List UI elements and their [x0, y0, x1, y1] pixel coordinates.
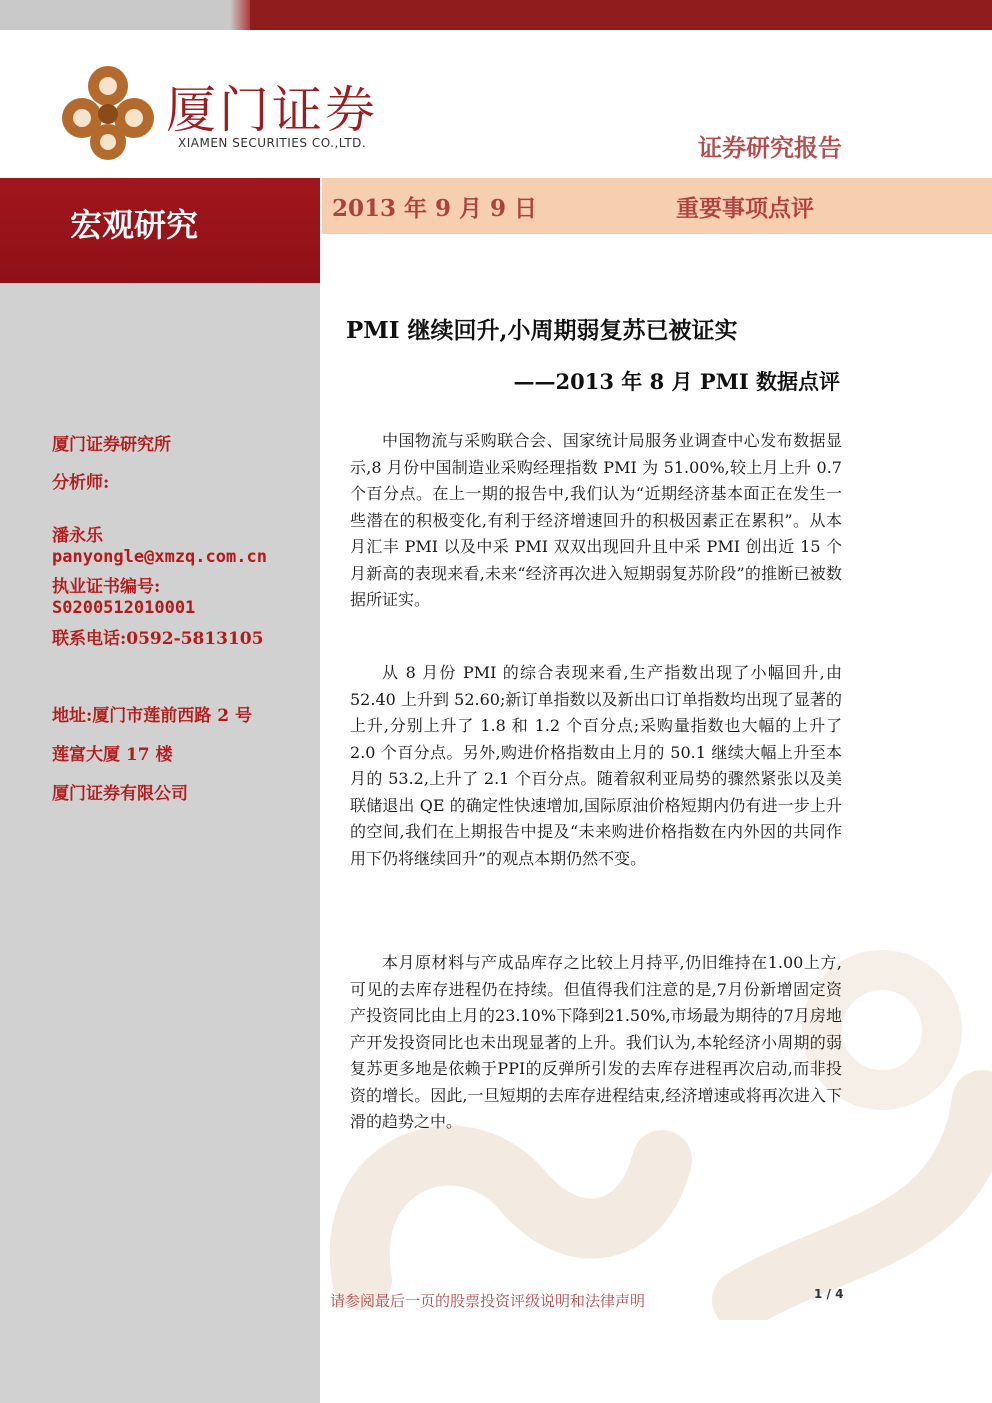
- article-subtitle: ——2013 年 8 月 PMI 数据点评: [513, 369, 840, 394]
- sidebar-institute: 厦门证券研究所: [52, 435, 171, 455]
- sidebar-analyst-label: 分析师:: [52, 473, 110, 493]
- sidebar-address-line2: 莲富大厦 17 楼: [52, 745, 173, 765]
- sidebar-analyst-name: 潘永乐: [52, 526, 103, 546]
- sidebar-phone: 联系电话:0592-5813105: [52, 629, 264, 649]
- report-type: 证券研究报告: [698, 133, 842, 162]
- category-title: 宏观研究: [70, 206, 199, 244]
- article-paragraph-2: 从 8 月份 PMI 的综合表现来看,生产指数出现了小幅回升,由 52.40 上升到 52.60;新订单指数以及新出口订单指数均出现了显著的上升,分别上升了 1.8 和 1.2 个百分点;采购量指数也大幅的上升了 2.0 个百分点。另外,购进价格指数由上月的 50.1 继续大幅上升至本月的 53.2,上升了 2.1 个百分点。随着叙利亚局势的骤然紧张以及美联储退出 QE 的确定性快速增加,国际原油价格短期内仍有进一步上升的空间,我们在上期报告中提及“未来购进价格指数在内外因的共同作用下仍将继续回升”的观点本期仍然不变。: [350, 663, 842, 868]
- sidebar-company-name: 厦门证券有限公司: [52, 784, 188, 804]
- article-paragraph-1: 中国物流与采购联合会、国家统计局服务业调查中心发布数据显示,8 月份中国制造业采购经理指数 PMI 为 51.00%,较上月上升 0.7 个百分点。在上一期的报告中,我们认为“近期经济基本面正在发生一些潜在的积极变化,有利于经济增速回升的积极因素正在累积”。从本月汇丰 PMI 以及中采 PMI 双双出现回升且中采 PMI 创出近 15 个月新高的表现来看,未来“经济再次进入短期弱复苏阶段”的推断已被数据所证实。: [350, 431, 842, 609]
- article-paragraph-3: 本月原材料与产成品库存之比较上月持平,仍旧维持在1.00上方,可见的去库存进程仍在持续。但值得我们注意的是,7月份新增固定资产投资同比由上月的23.10%下降到21.50%,市场最为期待的7月房地产开发投资同比也未出现显著的上升。我们认为,本轮经济小周期的弱复苏更多地是依赖于PPI的反弹所引发的去库存进程再次启动,而非投资的增长。因此,一旦短期的去库存进程结束,经济增速或将再次进入下滑的趋势之中。: [350, 953, 842, 1131]
- article-title: PMI 继续回升,小周期弱复苏已被证实: [346, 317, 738, 344]
- sidebar-license-number: S0200512010001: [52, 598, 196, 618]
- report-event-type: 重要事项点评: [676, 195, 814, 222]
- top-bar-gradient: [230, 0, 250, 30]
- company-logo-icon: [52, 56, 164, 168]
- company-name-cn: 厦门证券: [166, 81, 378, 139]
- report-date: 2013 年 9 月 9 日: [332, 195, 538, 222]
- sidebar-address-line1: 地址:厦门市莲前西路 2 号: [52, 706, 252, 726]
- company-name-en: XIAMEN SECURITIES CO.,LTD.: [178, 136, 367, 150]
- top-bar-red: [250, 0, 992, 30]
- sidebar-email-link[interactable]: panyongle@xmzq.com.cn: [52, 547, 267, 567]
- page-number: 1 / 4: [814, 1287, 844, 1301]
- top-bar-gray: [0, 0, 230, 30]
- footer-disclaimer: 请参阅最后一页的股票投资评级说明和法律声明: [330, 1292, 646, 1310]
- sidebar-license-label: 执业证书编号:: [52, 577, 161, 597]
